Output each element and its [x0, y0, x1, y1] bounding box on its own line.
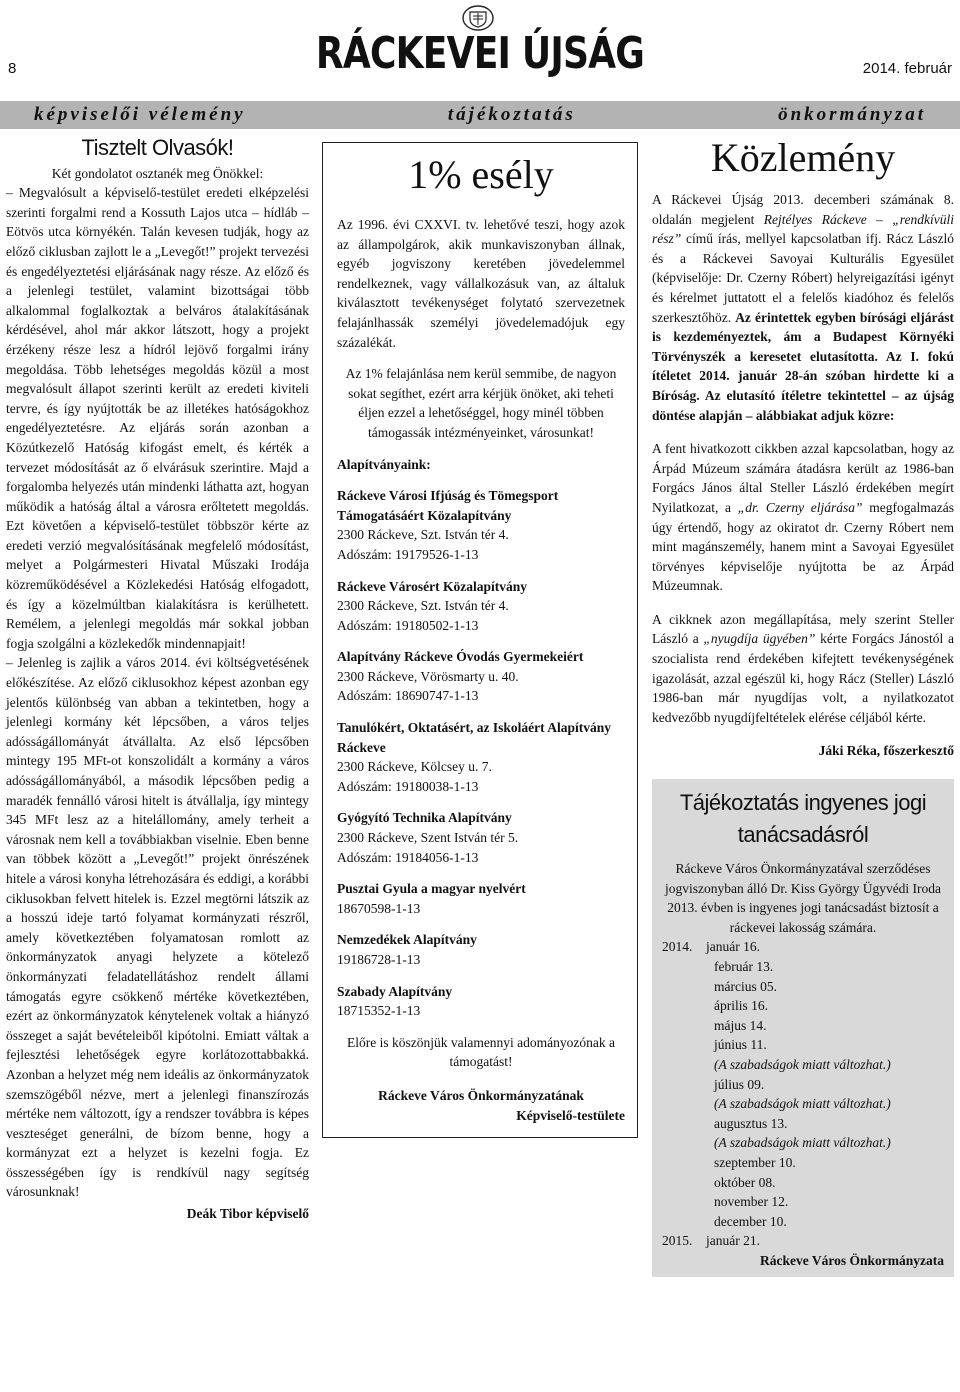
announcement-column	[652, 135, 954, 1277]
announcement-title: Közlemény	[710, 135, 896, 180]
foundation-item	[337, 879, 625, 918]
consultation-date	[662, 1133, 944, 1153]
date-value: október 08.	[714, 1174, 776, 1190]
date-value: január 21.	[706, 1233, 760, 1249]
date-value: szeptember 10.	[714, 1154, 796, 1170]
foundation-item	[337, 808, 625, 867]
foundation-list	[337, 486, 625, 1021]
consultation-date	[662, 1153, 944, 1173]
legal-advice-signature: Ráckeve Város Önkormányzata	[760, 1252, 944, 1268]
consultation-year: 2015.	[662, 1233, 693, 1249]
date-value: november 12.	[714, 1194, 789, 1210]
foundation-address: 2300 Ráckeve, Kölcsey u. 7.	[337, 759, 492, 775]
consultation-date	[662, 937, 944, 957]
page-number: 8	[8, 60, 17, 77]
foundation-tax-number: 18715352-1-13	[337, 1003, 421, 1019]
announcement-signature: Jáki Réka, főszerkesztő	[818, 743, 954, 759]
foundation-tax-number: Adószám: 19180502-1-13	[337, 617, 479, 633]
opinion-signature: Deák Tibor képviselő	[186, 1206, 309, 1222]
consultation-date	[662, 1094, 944, 1114]
foundation-tax-number: 19186728-1-13	[337, 952, 421, 967]
date-value: január 16.	[706, 939, 760, 955]
foundation-address: 2300 Ráckeve, Vörösmarty u. 40.	[337, 668, 519, 684]
foundation-address: 2300 Ráckeve, Szt. István tér 4.	[337, 527, 509, 543]
closing-line-1: Ráckeve Város Önkormányzatának	[378, 1087, 584, 1103]
foundation-name: Ráckeve Városért Közalapítvány	[337, 578, 527, 594]
page-header	[0, 0, 960, 92]
foundation-name: Gyógyító Technika Alapítvány	[337, 810, 512, 826]
date-value: június 11.	[714, 1037, 767, 1053]
consultation-date	[662, 1114, 944, 1134]
masthead: RÁCKEVEI ÚJSÁG	[315, 28, 645, 79]
consultation-date	[662, 1075, 944, 1095]
announcement-paragraph-2: A fent hivatkozott cikkben azzal kapcsolatban, hogy az Árpád Múzeum számára átadásra került az 1986-ban Forgács János által Steller László érdekében megírt Nyilatkozat, a „dr. Czerny eljárása” megfogalmazás úgy értendő, hogy az okiratot dr. Czerny Róbert nem mint magánszemély, hanem mint a Savoyai Egyesület törvényes képviselője nyújtotta be az Árpád Múzeumnak.	[652, 441, 954, 594]
consultation-date	[662, 1212, 944, 1232]
opinion-paragraph-traffic: – Megvalósult a képviselő-testület eredeti elképzelési szerinti forgalmi rend a Kossuth Lajos utca – hídláb – Eötvös utca környékén. Talán kevesen tudják, hogy az előző ciklusban zajlott le a „Levegőt!” projekt tervezési és engedélyeztetési eljárásának nagy része. Az előző és a jelenlegi testület, valamint bizottságai több alkalommal foglalkoztak a belváros átalakításának kérdésével, ahol már akkor látszott, hogy a projekt érzékeny része lesz a hídról lejövő forgalmi irány megoldása. Több lehetséges megoldás közül a most megvalósult állapot szerinti került az eredeti kiviteli tervre, és így nyújtották be az illetékes hatóságokhoz engedélyeztetésre. Az eljárás során azonban a Közútkezelő Hatóság kifogást emelt, és kérték a tervezet módosítását az ő elvárásuk szerintire. Majd a forgalomba helyezés után mindenki láthatta azt, hogyan működik a hatóság által a városra erőltetett megoldás. Ezt követően a képviselő-testület többször kérte az eredeti verzió megvalósításának megfelelő módosítást, melyet a Polgármesteri Hivatal Műszaki Irodája közreműködésével a Közlekedési Hatóság elfogadott, és így a közelmúltban kialakításra is kerülhetett. Remélem, a jelenlegi megoldás már sokkal jobban fogja szolgálni a közlekedők mindennapjait!	[6, 185, 309, 651]
thanks-text: Előre is köszönjük valamennyi adományozónak a támogatást!	[346, 1034, 616, 1070]
foundation-name: Szabady Alapítvány	[337, 983, 453, 999]
consultation-date	[662, 1192, 944, 1212]
opinion-column	[6, 135, 309, 1224]
foundation-name: Alapítvány Ráckeve Óvodás Gyermekeiért	[337, 649, 584, 665]
opinion-intro: Két gondolatot osztanék meg Önökkel:	[51, 165, 264, 181]
consultation-date	[662, 957, 944, 977]
foundations-label: Alapítványaink:	[337, 456, 431, 472]
foundation-item	[337, 930, 625, 969]
section-information: tájékoztatás	[447, 104, 576, 125]
consultation-date	[662, 977, 944, 997]
opinion-paragraph-budget: – Jelenleg is zajlik a város 2014. évi költségvetésének előkészítése. Az előző ciklusokhoz képest azonban egy jelentős különbség van abban a tekintetben, hogy a jelenlegi kormány két lépcsőben, a város teljes adósságállományát átvállalta. Az első lépcsőben mintegy 195 MFt-ot konszolidált a kormány a város adósságállományából, a második lépcsőben pedig a maradék fennálló városi hitelt is átvállalja, így mintegy 345 MFt lesz az a hitelállomány, amely terheit a városnak nem kell a továbbiakban viselnie. Eben benne van többek között a „Levegőt!” projekt önrészének hitele a városi konyha létrehozására és eddigi, a korábbi ciklusokban felvett hitelek is. Ezzel megtörni látszik az a hosszú ideje tartó folyamat kormányzati részről, amely következtében folyamatosan romlott az önkormányzatok anyagi helyzete a kötelező önkormányzati feladatellátáshoz rendelt állami támogatás egyre csökkenő mértéke következtében, ezért az önkormányzatok kénytelenek voltak a hiányzó összeget a saját bevételeiből kipótolni. Emiatt váltak a fejlesztési lehetőségek egyre korlátozottabbakká. Azonban a helyzet még nem ideális az önkormányzatok szemszögéből nézve, mert a jelenlegi finanszírozás mértéke nem változott, így a rendszer továbbra is képes veszteséget generálni, de bízom benne, hogy a kormányzat ezt a helyzet is kezelni fogja. Ez összességében így is rendkívül nagy segítség városunknak!	[6, 655, 309, 1200]
closing-line-2: Képviselő-testülete	[516, 1107, 625, 1123]
foundation-item	[337, 647, 625, 706]
consultation-date	[662, 996, 944, 1016]
foundation-tax-number: Adószám: 19184056-1-13	[337, 849, 479, 865]
date-value: augusztus 13.	[714, 1115, 788, 1131]
announcement-paragraph-1: A Ráckevei Újság 2013. decemberi számának 8. oldalán megjelent Rejtélyes Ráckeve – „rendkívüli rész” című írás, mellyel kapcsolatban ifj. Rácz László és a Ráckevei Savoyai Kulturális Egyesület (képviselője: Dr. Czerny Róbert) helyreigazítási igényt és kérelmet juttatott el a felelős kiadóhoz és felelős szerkesztőhöz. Az érintettek egyben bírósági eljárást is kezdeményeztek, ám a Budapest Környéki Törvényszék a keresetet elutasította. Az I. fokú ítéletet 2014. január 28-án szóban hirdette ki a Bíróság. Az elutasító ítéletre tekintettel – az újság döntése alapján – alábbiakat adjuk közre:	[652, 192, 954, 423]
date-value: április 16.	[714, 998, 768, 1014]
date-value: július 09.	[714, 1076, 765, 1092]
consultation-dates	[662, 937, 944, 1251]
legal-advice-text: Ráckeve Város Önkormányzatával szerződéses jogviszonyban álló Dr. Kiss György Ügyvédi Iroda 2013. évben is ingyenes jogi tanácsadást biztosít a ráckevei lakosság számára.	[664, 861, 942, 935]
consultation-date	[662, 1055, 944, 1075]
one-percent-title: 1% esély	[408, 152, 554, 197]
section-bar	[0, 101, 960, 129]
consultation-date	[662, 1231, 944, 1251]
foundation-item	[337, 982, 625, 1021]
foundation-tax-number: Adószám: 18690747-1-13	[337, 688, 479, 704]
foundation-name: Ráckeve Városi Ifjúság és Tömegsport Támogatásáért Közalapítvány	[337, 488, 559, 523]
date-value: február 13.	[714, 959, 774, 974]
one-percent-intro: Az 1996. évi CXXVI. tv. lehetővé teszi, hogy azok az állampolgárok, akik munkaviszonyban állnak, egyéb jogviszony keretében jövedelemmel rendelkeznek, vagy vállalkozásuk van, az általuk kiválasztott tevékenységet folytató szervezetnek felajánlhassák személyi jövedelemadójuk egy százalékát.	[337, 217, 625, 350]
consultation-year: 2014.	[662, 939, 693, 955]
foundation-item	[337, 486, 625, 564]
foundation-name: Pusztai Gyula a magyar nyelvért	[337, 881, 526, 897]
one-percent-appeal: Az 1% felajánlása nem kerül semmibe, de nagyon sokat segíthet, ezért arra kérjük önöket, aki teheti éljen ezzel a lehetőséggel, hogy minél többen támogassák intézményeinket, városunkat!	[345, 366, 617, 440]
foundation-item	[337, 718, 625, 796]
foundation-name: Tanulókért, Oktatásért, az Iskoláért Alapítvány Ráckeve	[337, 720, 612, 755]
foundation-item	[337, 577, 625, 636]
foundation-tax-number: 18670598-1-13	[337, 900, 421, 916]
announcement-paragraph-3: A cikknek azon megállapítása, mely szerint Steller László a „nyugdíja ügyében” kérte Forgács Jánostól a szocialista rend érdekében kifejtett tevékenységének igazolását, azzal egészül ki, hogy Rácz (Steller) László 1986-ban már nyugdíjas volt, a nyilatkozatot kedvezőbb nyugdíjfeltételek elérése céljából kérte.	[652, 611, 954, 725]
consultation-date	[662, 1035, 944, 1055]
one-percent-box	[322, 142, 638, 1138]
section-municipality: önkormányzat	[778, 104, 926, 125]
foundation-address: 2300 Ráckeve, Szt. István tér 4.	[337, 598, 509, 614]
date-value: május 14.	[714, 1017, 767, 1033]
foundation-address: 2300 Ráckeve, Szent István tér 5.	[337, 830, 519, 846]
date-value: március 05.	[714, 978, 777, 994]
one-percent-column	[322, 138, 638, 1138]
foundation-tax-number: Adószám: 19180038-1-13	[337, 778, 479, 794]
legal-advice-title: Tájékoztatás ingyenes jogi tanácsadásról	[679, 790, 927, 848]
date-value: december 10.	[714, 1213, 787, 1229]
foundation-name: Nemzedékek Alapítvány	[337, 932, 477, 948]
consultation-date	[662, 1173, 944, 1193]
opinion-title: Tisztelt Olvasók!	[81, 135, 234, 160]
issue-date: 2014. február	[862, 60, 952, 77]
section-opinion: képviselői vélemény	[34, 104, 246, 125]
date-note: (A szabadságok miatt változhat.)	[714, 1056, 891, 1072]
consultation-date	[662, 1016, 944, 1036]
date-note: (A szabadságok miatt változhat.)	[714, 1096, 891, 1112]
legal-advice-box	[652, 779, 954, 1276]
date-note: (A szabadságok miatt változhat.)	[714, 1135, 891, 1151]
foundation-tax-number: Adószám: 19179526-1-13	[337, 546, 479, 562]
closing-signature	[337, 1086, 625, 1125]
